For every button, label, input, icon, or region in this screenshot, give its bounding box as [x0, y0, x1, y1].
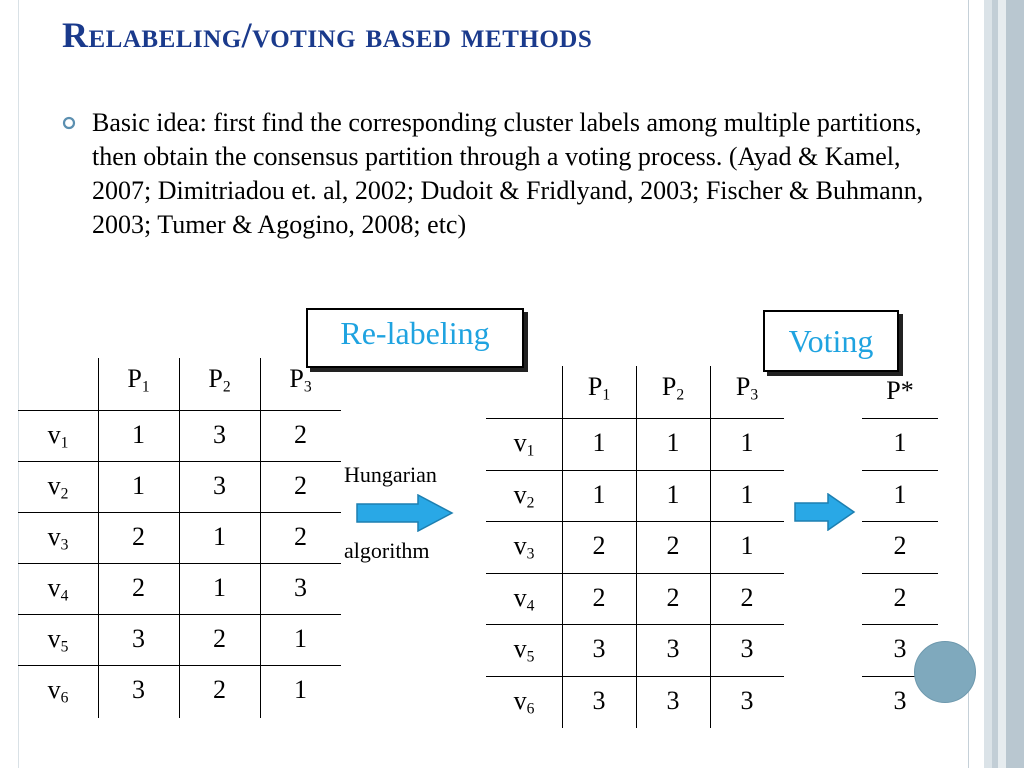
table-cell: 3	[740, 685, 754, 715]
column-header: $P_3$	[735, 372, 759, 404]
table-rule	[486, 573, 784, 574]
right-border-stripe	[984, 0, 992, 768]
hungarian-label: Hungarian	[344, 462, 437, 487]
table-cell: 3	[132, 675, 145, 704]
table-cell: 2	[666, 531, 680, 560]
table-cell: 2	[893, 531, 907, 560]
table-cell: 2	[294, 522, 307, 551]
column-header: P*	[886, 376, 914, 405]
table-rule	[486, 470, 784, 471]
table-cell: 1	[740, 428, 754, 457]
table-cell: 1	[740, 479, 754, 509]
right-border-stripe	[998, 0, 1006, 768]
table-cell: 3	[213, 471, 226, 500]
table-cell: 2	[666, 582, 680, 612]
table-rule	[862, 624, 938, 625]
row-label: $v_6$	[47, 675, 69, 707]
table-cell: 2	[213, 675, 226, 704]
table-cell: 3	[893, 634, 907, 663]
column-header: $P_2$	[208, 364, 231, 396]
decorative-circle	[914, 641, 976, 703]
voting-label-box: Voting	[763, 310, 899, 372]
table-cell: 1	[213, 522, 226, 551]
row-label: $v_6$	[513, 685, 535, 718]
table-cell: 3	[592, 685, 606, 715]
table-divider	[98, 358, 99, 718]
table-cell: 3	[132, 624, 145, 653]
relabeled-partitions-table	[486, 366, 786, 728]
table-cell: 3	[592, 634, 606, 663]
row-label: $v_5$	[47, 624, 69, 656]
table-divider	[562, 366, 563, 728]
table-cell: 2	[213, 624, 226, 653]
table-cell: 3	[294, 573, 307, 602]
right-arrow-icon	[794, 493, 856, 531]
algorithm-label: algorithm	[344, 538, 430, 563]
table-cell: 1	[893, 428, 907, 457]
row-label: $v_2$	[513, 479, 535, 512]
table-cell: 1	[666, 428, 680, 457]
table-rule	[486, 624, 784, 625]
row-label: $v_1$	[47, 420, 69, 452]
column-header: $P_1$	[587, 372, 611, 404]
table-rule	[486, 521, 784, 522]
slide-title: Relabeling/voting based methods	[62, 15, 593, 55]
table-cell: 3	[666, 685, 680, 715]
table-cell: 2	[592, 582, 606, 612]
bullet-text: Basic idea: first find the corresponding cluster labels among multiple partitions, then obtain the consensus partition through a voting process. (Ayad & Kamel, 2007; Dimitriadou et. al, 2002; Dudoit & Fridlyand, 2003; Fischer & Buhmann, 2003; Tumer & Agogino, 2008; etc)	[92, 108, 924, 239]
row-label: $v_5$	[513, 634, 535, 666]
table-cell: 1	[740, 531, 754, 560]
table-divider	[636, 366, 637, 728]
table-cell: 2	[294, 471, 307, 500]
table-rule	[486, 676, 784, 677]
relabeling-label-box: Re-labeling	[306, 308, 524, 368]
table-cell: 1	[893, 479, 907, 509]
table-cell: 3	[740, 634, 754, 663]
right-arrow-icon	[356, 494, 454, 532]
column-header: $P_3$	[289, 364, 312, 396]
row-label: $v_4$	[47, 573, 69, 605]
table-cell: 1	[294, 624, 307, 653]
table-cell: 2	[893, 582, 907, 612]
table-divider	[710, 366, 711, 728]
column-header: $P_1$	[127, 364, 150, 396]
table-cell: 1	[592, 479, 606, 509]
table-cell: 1	[132, 471, 145, 500]
ring-bullet-icon	[62, 116, 76, 130]
table-divider	[260, 358, 261, 718]
table-cell: 3	[213, 420, 226, 449]
column-header: $P_2$	[661, 372, 685, 404]
row-label: $v_1$	[513, 428, 535, 460]
table-cell: 1	[294, 675, 307, 704]
row-label: $v_2$	[47, 471, 69, 503]
table-cell: 2	[592, 531, 606, 560]
table-cell: 2	[294, 420, 307, 449]
table-cell: 3	[893, 685, 907, 715]
row-label: $v_3$	[513, 531, 535, 563]
table-cell: 1	[666, 479, 680, 509]
right-border-stripe	[968, 0, 985, 768]
table-rule	[862, 521, 938, 522]
original-partitions-table	[18, 358, 342, 718]
table-cell: 1	[132, 420, 145, 449]
table-divider	[179, 358, 180, 718]
table-rule	[862, 418, 938, 419]
table-cell: 2	[132, 522, 145, 551]
table-cell: 2	[740, 582, 754, 612]
table-cell: 1	[213, 573, 226, 602]
table-rule	[486, 418, 784, 419]
right-border-stripe	[1006, 0, 1024, 768]
table-cell: 1	[592, 428, 606, 457]
table-cell: 2	[132, 573, 145, 602]
table-cell: 3	[666, 634, 680, 663]
table-rule	[862, 573, 938, 574]
row-label: $v_3$	[47, 522, 69, 554]
table-rule	[862, 470, 938, 471]
row-label: $v_4$	[513, 582, 535, 615]
